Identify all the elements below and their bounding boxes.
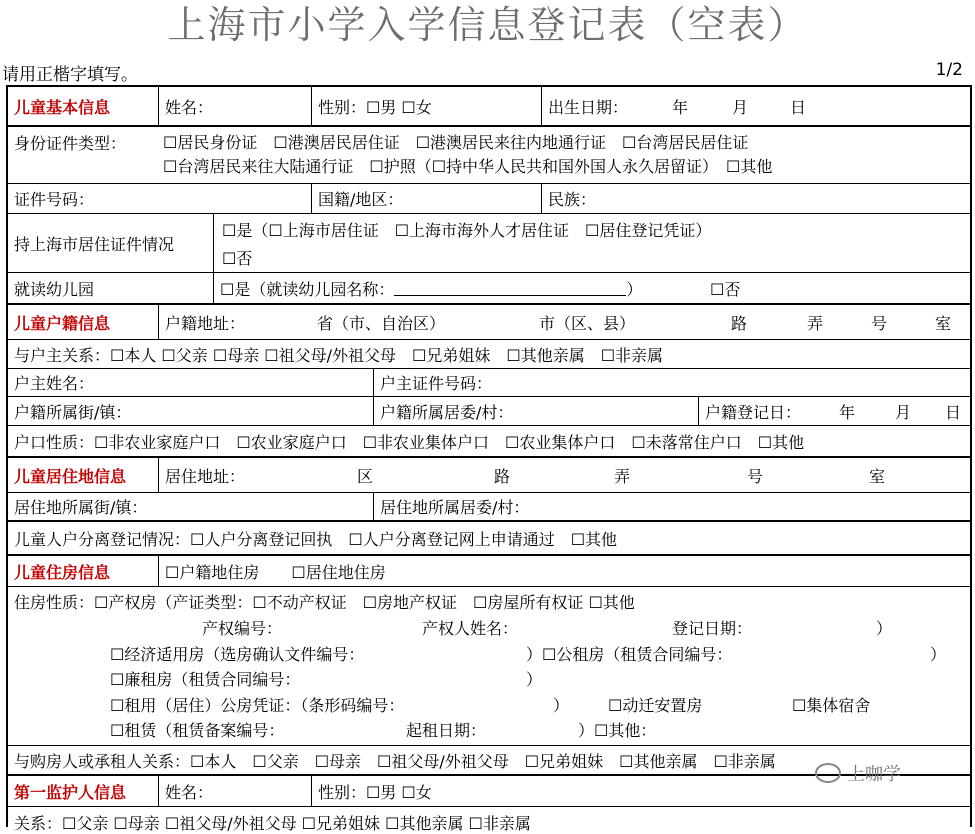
reg-date-month: 月 — [895, 402, 912, 422]
residence-number: 号 — [747, 466, 764, 486]
residence-committee-field[interactable]: 居住地所属居委/村： — [380, 498, 530, 517]
instruction-note: 请用正楷字填写。 — [2, 65, 138, 85]
row-housing-type — [8, 587, 970, 746]
row-residence — [8, 458, 970, 493]
row-household — [8, 305, 970, 340]
housing-type-dormitory[interactable]: ☐集体宿舍 — [792, 696, 871, 715]
wechat-logo-icon — [815, 763, 841, 783]
kindergarten-close: ） — [626, 279, 643, 299]
residence-permit-label: 持上海市居住证件情况 — [14, 234, 175, 254]
household-address-label: 户籍地址： — [165, 313, 246, 333]
housing-type-lease[interactable]: ☐租赁（租赁备案编号： — [110, 721, 285, 740]
dob-year: 年 — [672, 97, 689, 117]
dob-day: 日 — [790, 97, 807, 117]
residence-permit-no[interactable]: ☐否 — [222, 249, 253, 268]
housing-type-property[interactable]: 住房性质：☐产权房（产证类型：☐不动产权证 ☐房地产权证 ☐房屋所有权证 ☐其他 — [14, 593, 635, 612]
residence-permit-yes[interactable]: ☐是（☐上海市居住证 ☐上海市海外人才居住证 ☐居住登记凭证） — [222, 221, 712, 240]
buyer-relation-options[interactable]: 与购房人或承租人关系：☐本人 ☐父亲 ☐母亲 ☐祖父母/外祖父母 ☐兄弟姐妹 ☐其他亲属 ☐非亲属 — [14, 751, 776, 771]
head-name-field[interactable]: 户主姓名： — [14, 374, 95, 393]
low-rent-close: ） — [526, 670, 543, 689]
row-household-street — [8, 397, 970, 426]
row-id-type — [8, 127, 970, 184]
row-housing — [8, 556, 970, 587]
row-id-number — [8, 184, 970, 214]
kindergarten-field[interactable] — [213, 273, 970, 303]
section-residence: 儿童居住地信息 — [14, 466, 127, 486]
page-number: 1/2 — [935, 60, 963, 80]
household-province: 省（市、自治区） — [317, 313, 446, 333]
housing-type-public-lease[interactable]: ☐租用（居住）公房凭证：（条形码编号： — [110, 696, 405, 715]
kindergarten-no: ☐否 — [710, 279, 741, 299]
relation-to-head-options[interactable]: 与户主关系：☐本人 ☐父亲 ☐母亲 ☐祖父母/外祖父母 ☐兄弟姐妹 ☐其他亲属 ☐非亲属 — [14, 345, 664, 365]
watermark — [815, 760, 901, 786]
row-hukou-type — [8, 426, 970, 458]
page-title: 上海市小学入学信息登记表（空表） — [167, 3, 808, 47]
row-separation — [8, 522, 970, 556]
watermark-text: 上咖学 — [847, 764, 901, 785]
row-head-info — [8, 369, 970, 397]
id-type-options-2[interactable]: ☐台湾居民来往大陆通行证 ☐护照（☐持中华人民共和国外国人永久居留证） ☐其他 — [163, 157, 773, 176]
household-city: 市（区、县） — [539, 313, 636, 333]
id-type-options-1[interactable]: ☐居民身份证 ☐港澳居民居住证 ☐港澳居民来往内地通行证 ☐台湾居民居住证 — [163, 133, 749, 152]
household-reg-date-field[interactable] — [698, 397, 970, 425]
section-guardian: 第一监护人信息 — [14, 782, 127, 802]
row-kindergarten — [8, 273, 970, 305]
nationality-field[interactable]: 国籍/地区： — [318, 190, 404, 209]
row-relation-head — [8, 340, 970, 369]
household-address-field[interactable] — [158, 305, 970, 339]
registration-form — [6, 85, 972, 833]
section-basic-info: 儿童基本信息 — [14, 97, 111, 117]
residence-road: 路 — [494, 466, 511, 486]
household-road: 路 — [731, 313, 748, 333]
housing-type-other[interactable]: ）☐其他： — [578, 721, 657, 740]
household-number: 号 — [871, 313, 888, 333]
kindergarten-name-line[interactable] — [394, 281, 626, 296]
head-id-field[interactable]: 户主证件号码： — [380, 374, 493, 393]
row-residence-permit — [8, 214, 970, 273]
child-gender-field[interactable]: 性别：☐男 ☐女 — [318, 97, 432, 117]
public-rental-close: ） — [930, 645, 947, 664]
section-housing: 儿童住房信息 — [14, 562, 111, 582]
kindergarten-label: 就读幼儿园 — [14, 279, 95, 299]
row-basic-info — [8, 87, 970, 127]
property-number-label: 产权编号： — [202, 619, 283, 638]
property-reg-date-label: 登记日期： — [672, 619, 753, 638]
property-close: ） — [876, 619, 893, 638]
household-street-field[interactable]: 户籍所属街/镇： — [14, 402, 132, 422]
housing-type-relocation[interactable]: ☐动迁安置房 — [608, 696, 703, 715]
reg-date-label: 户籍登记日： — [705, 402, 802, 422]
public-lease-close: ） — [553, 696, 570, 715]
dob-label: 出生日期： — [548, 97, 629, 117]
residence-address-label: 居住地址： — [165, 466, 246, 486]
guardian-name-field[interactable]: 姓名： — [165, 782, 214, 802]
guardian-gender-field[interactable]: 性别：☐男 ☐女 — [318, 782, 432, 802]
reg-date-year: 年 — [839, 402, 856, 422]
residence-district: 区 — [357, 466, 374, 486]
id-type-label: 身份证件类型： — [14, 134, 127, 153]
child-name-field[interactable]: 姓名： — [165, 97, 214, 117]
reg-date-day: 日 — [945, 402, 962, 422]
row-residence-street — [8, 493, 970, 522]
housing-type-affordable[interactable]: ☐经济适用房（选房确认文件编号： — [110, 645, 365, 664]
household-lane: 弄 — [807, 313, 824, 333]
id-number-field[interactable]: 证件号码： — [14, 190, 95, 209]
dob-month: 月 — [732, 97, 749, 117]
separation-options[interactable]: 儿童人户分离登记情况：☐人户分离登记回执 ☐人户分离登记网上申请通过 ☐其他 — [14, 529, 618, 549]
residence-address-field[interactable] — [158, 458, 970, 492]
hukou-type-options[interactable]: 户口性质：☐非农业家庭户口 ☐农业家庭户口 ☐非农业集体户口 ☐农业集体户口 ☐未落常住户口 ☐其他 — [14, 432, 805, 452]
lease-start-date-label: 起租日期： — [406, 721, 487, 740]
kindergarten-yes: ☐是（就读幼儿园名称： — [220, 279, 395, 299]
household-committee-field[interactable]: 户籍所属居委/村： — [380, 402, 514, 422]
housing-type-low-rent[interactable]: ☐廉租房（租赁合同编号： — [110, 670, 301, 689]
property-owner-label: 产权人姓名： — [422, 619, 519, 638]
child-dob-field[interactable] — [541, 87, 970, 125]
residence-lane: 弄 — [614, 466, 631, 486]
residence-street-field[interactable]: 居住地所属街/镇： — [14, 498, 148, 517]
household-room: 室 — [935, 313, 952, 333]
housing-location-options[interactable]: ☐户籍地住房 ☐居住地住房 — [165, 562, 386, 582]
housing-type-public-rental[interactable]: ）☐公租房（租赁合同编号： — [526, 645, 733, 664]
guardian-relation-options[interactable]: 关系：☐父亲 ☐母亲 ☐祖父母/外祖父母 ☐兄弟姐妹 ☐其他亲属 ☐非亲属 — [14, 814, 531, 833]
section-household: 儿童户籍信息 — [14, 313, 111, 333]
ethnicity-field[interactable]: 民族： — [548, 190, 597, 209]
residence-room: 室 — [869, 466, 886, 486]
